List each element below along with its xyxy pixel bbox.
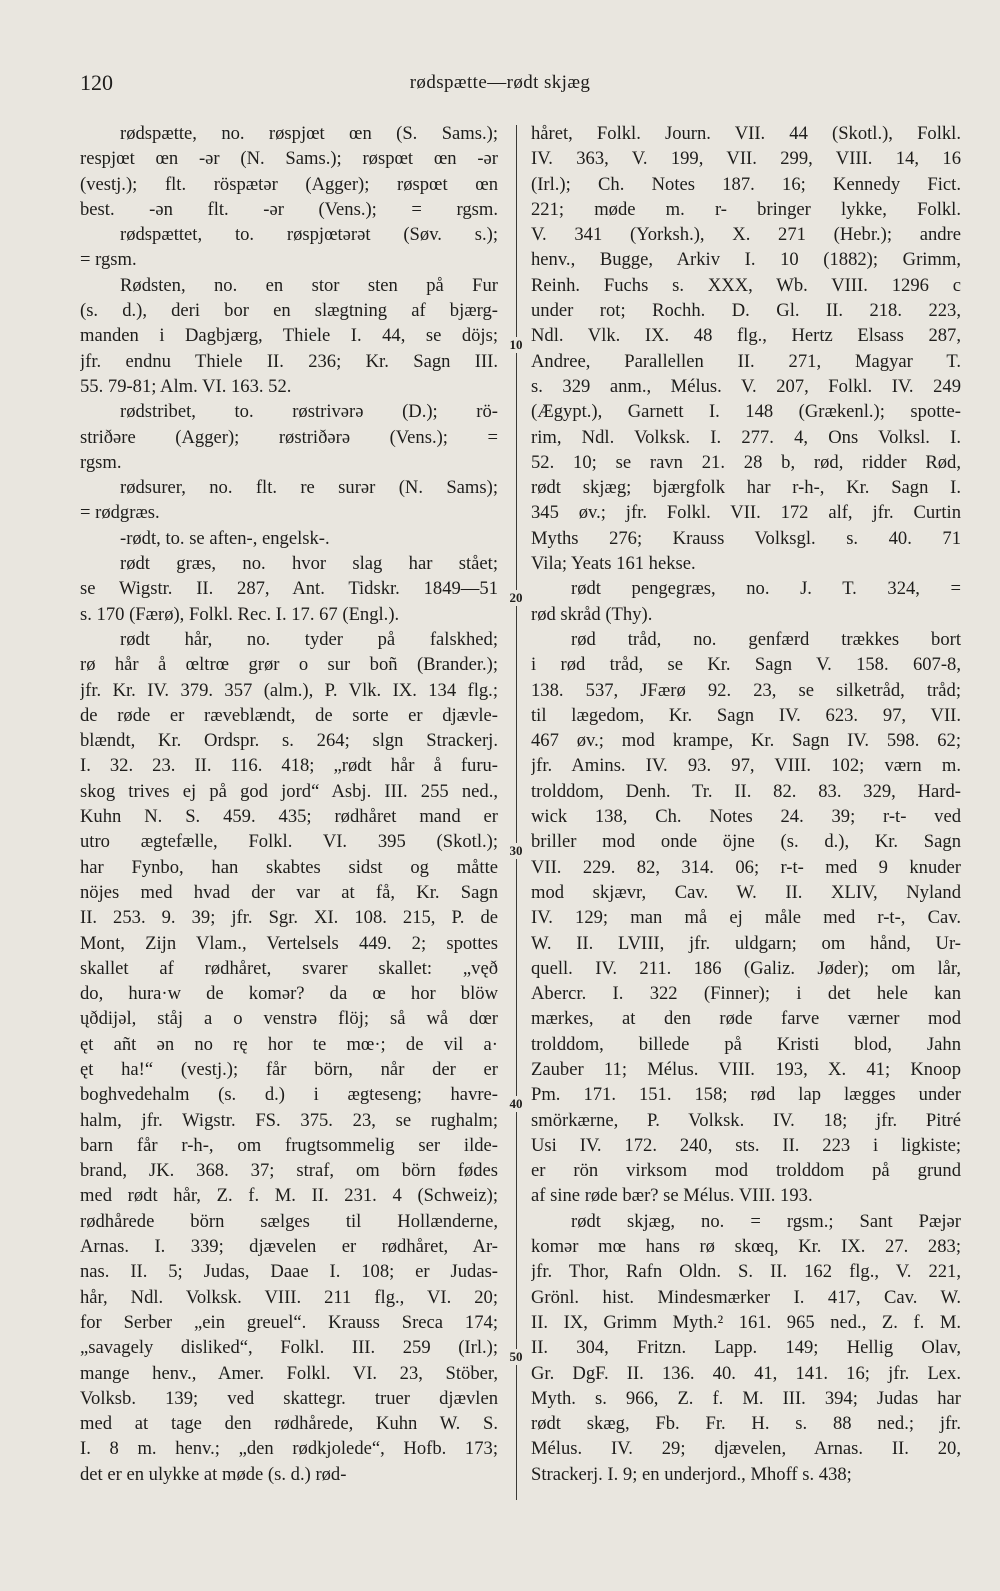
text-line: VII. 229. 82, 314. 06; r-t- med 9 knuder — [531, 856, 961, 878]
text-line: mange henv., Amer. Folkl. VI. 23, Stöber, — [80, 1362, 498, 1384]
text-line: s. 170 (Færø), Folkl. Rec. I. 17. 67 (Engl.). — [80, 603, 400, 625]
text-line: henv., Bugge, Arkiv I. 10 (1882); Grimm, — [531, 249, 961, 271]
text-line: respjœt œn -ər (N. Sams.); røspœt œn -ər — [80, 148, 498, 170]
text-line: håret, Folkl. Journ. VII. 44 (Skotl.), Folkl. — [531, 123, 961, 144]
text-line: jfr. endnu Thiele II. 236; Kr. Sagn III. — [80, 350, 498, 372]
text-line: -rødt, to. se aften-, engelsk-. — [120, 527, 330, 549]
text-line: Volksb. 139; ved skattegr. truer djævlen — [80, 1387, 498, 1409]
text-line: af sine røde bær? se Mélus. VIII. 193. — [531, 1185, 813, 1207]
text-line: rødspættet, to. røspjœtərət (Søv. s.); — [120, 224, 498, 246]
text-line: 345 øv.; jfr. Folkl. VII. 172 alf, jfr. Curtin — [531, 502, 961, 524]
text-line: V. 341 (Yorksh.), X. 271 (Hebr.); andre — [531, 224, 961, 246]
text-line: rødt skjæg, no. = rgsm.; Sant Pæjər — [571, 1210, 961, 1232]
text-line: Abercr. I. 322 (Finner); i det hele kan — [531, 983, 961, 1005]
column-divider — [516, 125, 517, 1500]
text-line: 55. 79-81; Alm. VI. 163. 52. — [80, 375, 292, 397]
text-line: har Fynbo, han skabtes sidst og måtte — [80, 856, 498, 878]
text-line: det er en ulykke at møde (s. d.) rød- — [80, 1463, 347, 1485]
text-line: i rød tråd, se Kr. Sagn V. 158. 607-8, — [531, 654, 961, 676]
text-line: rødsurer, no. flt. re surər (N. Sams); — [120, 477, 498, 499]
text-line: Andree, Parallellen II. 271, Magyar T. — [531, 350, 961, 372]
text-line: 221; møde m. r- bringer lykke, Folkl. — [531, 198, 961, 220]
text-line: Gr. DgF. II. 136. 40. 41, 141. 16; jfr. Lex. — [531, 1362, 961, 1384]
text-line: halm, jfr. Wigstr. FS. 375. 23, se rughalm; — [80, 1109, 498, 1131]
text-line: I. 8 m. henv.; „den rødkjolede“, Hofb. 173; — [80, 1438, 498, 1460]
text-line: med rødt hår, Z. f. M. II. 231. 4 (Schweiz); — [80, 1185, 498, 1207]
text-line: wick 138, Ch. Notes 24. 39; r-t- ved — [531, 806, 961, 828]
text-line: rød skråd (Thy). — [531, 603, 653, 625]
text-line: I. 32. 23. II. 116. 418; „rødt hår å furu- — [80, 755, 498, 777]
text-line: „savagely disliked“, Folkl. III. 259 (Irl.); — [80, 1337, 498, 1359]
text-line: rødhårede börn sælges til Hollænderne, — [80, 1210, 498, 1232]
text-line: nas. II. 5; Judas, Daae I. 108; er Judas- — [80, 1261, 498, 1283]
left-column — [80, 121, 498, 1487]
text-line: Myth. s. 966, Z. f. M. III. 394; Judas har — [531, 1387, 961, 1409]
text-line: = rgsm. — [80, 249, 137, 271]
text-line: blændt, Kr. Ordspr. s. 264; slgn Strackerj. — [80, 730, 498, 752]
page-number: 120 — [80, 70, 113, 95]
text-line: Ndl. Vlk. IX. 48 flg., Hertz Elsass 287, — [531, 325, 961, 347]
text-line: rim, Ndl. Volksk. I. 277. 4, Ons Volksl. I. — [531, 426, 961, 448]
text-line: mod skjævr, Cav. W. II. XLIV, Nyland — [531, 881, 961, 903]
text-line: Mont, Zijn Vlam., Vertelsels 449. 2; spottes — [80, 932, 498, 954]
text-line: mærkes, at den røde farve værner mod — [531, 1008, 961, 1030]
text-line: boghvedehalm (s. d.) i ægteseng; havre- — [80, 1084, 498, 1106]
line-number-marker: 30 — [504, 843, 528, 859]
text-line: rgsm. — [80, 451, 122, 473]
text-line: Arnas. I. 339; djævelen er rødhåret, Ar- — [80, 1236, 498, 1258]
text-line: rødt hår, no. tyder på falskhed; — [120, 628, 498, 650]
text-line: se Wigstr. II. 287, Ant. Tidskr. 1849—51 — [80, 578, 498, 600]
text-line: IV. 363, V. 199, VII. 299, VIII. 14, 16 — [531, 148, 961, 170]
text-line: striðəre (Agger); røstriðərə (Vens.); = — [80, 426, 498, 448]
line-number-marker: 10 — [504, 337, 528, 353]
text-line: for Serber „ein greuel“. Krauss Sreca 174; — [80, 1311, 498, 1333]
text-line: nöjes med hvad der var at få, Kr. Sagn — [80, 881, 498, 903]
text-line: jfr. Thor, Rafn Oldn. S. II. 162 flg., V. 221, — [531, 1261, 961, 1283]
text-line: Usi IV. 172. 240, sts. II. 223 i ligkiste; — [531, 1134, 961, 1156]
text-line: II. 253. 9. 39; jfr. Sgr. XI. 108. 215, P. de — [80, 907, 498, 929]
page-header — [0, 70, 1000, 100]
text-line: Reinh. Fuchs s. XXX, Wb. VIII. 1296 c — [531, 274, 961, 296]
text-line: s. 329 anm., Mélus. V. 207, Folkl. IV. 249 — [531, 375, 961, 397]
text-line: brand, JK. 368. 37; straf, om börn fødes — [80, 1160, 498, 1182]
running-head: rødspætte—rødt skjæg — [409, 72, 591, 93]
text-line: Strackerj. I. 9; en underjord., Mhoff s. 438; — [531, 1463, 852, 1485]
text-line: (vestj.); flt. röspætər (Agger); røspœt œn — [80, 173, 498, 195]
text-line: er rön virksom mod trolddom på grund — [531, 1160, 961, 1182]
text-line: ęt añt ən no rę hor te mœ·; de vil a· — [80, 1033, 498, 1055]
text-line: Pm. 171. 151. 158; rød lap lægges under — [531, 1084, 961, 1106]
text-line: quell. IV. 211. 186 (Galiz. Jøder); om lår, — [531, 957, 961, 979]
text-line: ųðdijəl, ståj a o venstrə flöj; så wå dœr — [80, 1008, 498, 1030]
text-line: Grönl. hist. Mindesmærker I. 417, Cav. W. — [531, 1286, 961, 1308]
text-line: II. 304, Fritzn. Lapp. 149; Hellig Olav, — [531, 1337, 961, 1359]
text-line: trolddom, billede på Kristi blod, Jahn — [531, 1033, 961, 1055]
text-line: Mélus. IV. 29; djævelen, Arnas. II. 20, — [531, 1438, 961, 1460]
text-line: W. II. LVIII, jfr. uldgarn; om hånd, Ur- — [531, 932, 961, 954]
text-line: under rot; Rochh. D. Gl. II. 218. 223, — [531, 300, 961, 322]
text-line: rødspætte, no. røspjœt œn (S. Sams.); — [120, 123, 498, 144]
text-line: til lægedom, Kr. Sagn IV. 623. 97, VII. — [531, 704, 961, 726]
text-line: rød tråd, no. genfærd trækkes bort — [571, 628, 961, 650]
text-line: skog trives ej på god jord“ Asbj. III. 255 ned., — [80, 780, 498, 802]
text-line: 52. 10; se ravn 21. 28 b, rød, ridder Rød, — [531, 451, 961, 473]
text-line: II. IX, Grimm Myth.² 161. 965 ned., Z. f. M. — [531, 1311, 961, 1333]
line-number-marker: 50 — [504, 1349, 528, 1365]
text-line: komər mœ hans rø skœq, Kr. IX. 27. 283; — [531, 1236, 961, 1258]
text-line: best. -ən flt. -ər (Vens.); = rgsm. — [80, 198, 498, 220]
text-line: jfr. Kr. IV. 379. 357 (alm.), P. Vlk. IX. 134 flg.; — [80, 679, 498, 701]
text-line: Rødsten, no. en stor sten på Fur — [120, 274, 498, 296]
text-line: rødt græs, no. hvor slag har stået; — [120, 553, 498, 575]
text-line: manden i Dagbjærg, Thiele I. 44, se döjs; — [80, 325, 498, 347]
text-line: (Ægypt.), Garnett I. 148 (Grækenl.); spotte- — [531, 401, 961, 423]
text-line: hår, Ndl. Volksk. VIII. 211 flg., VI. 20; — [80, 1286, 498, 1308]
text-line: barn får r-h-, om frugtsommelig ser ilde- — [80, 1134, 498, 1156]
text-line: rødt skjæg; bjærgfolk har r-h-, Kr. Sagn I. — [531, 477, 961, 499]
text-line: Myths 276; Krauss Volksgl. s. 40. 71 — [531, 527, 961, 549]
text-line: (s. d.), deri bor en slægtning af bjærg- — [80, 300, 498, 322]
text-line: 138. 537, JFærø 92. 23, se silketråd, tråd; — [531, 679, 961, 701]
text-line: Vila; Yeats 161 hekse. — [531, 553, 696, 575]
text-line: rødt skæg, Fb. Fr. H. s. 88 ned.; jfr. — [531, 1413, 961, 1435]
text-line: rødstribet, to. røstrivərə (D.); rö- — [120, 401, 498, 423]
text-line: med at tage den rødhårede, Kuhn W. S. — [80, 1413, 498, 1435]
text-line: (Irl.); Ch. Notes 187. 16; Kennedy Fict. — [531, 173, 961, 195]
text-line: skallet af rødhåret, svarer skallet: „vęð — [80, 957, 498, 979]
text-line: jfr. Amins. IV. 93. 97, VIII. 102; værn m. — [531, 755, 961, 777]
line-number-marker: 20 — [504, 590, 528, 606]
text-line: rødt pengegræs, no. J. T. 324, = — [571, 578, 961, 600]
text-line: Zauber 11; Mélus. VIII. 193, X. 41; Knoop — [531, 1058, 961, 1080]
text-line: = rødgræs. — [80, 502, 160, 524]
text-line: utro ægtefælle, Folkl. VI. 395 (Skotl.); — [80, 831, 498, 853]
text-line: de røde er ræveblændt, de sorte er djævle- — [80, 704, 498, 726]
line-number-marker: 40 — [504, 1096, 528, 1112]
text-line: Kuhn N. S. 459. 435; rødhåret mand er — [80, 806, 498, 828]
text-line: 467 øv.; mod krampe, Kr. Sagn IV. 598. 62; — [531, 730, 961, 752]
text-line: IV. 129; man må ej måle med r-t-, Cav. — [531, 907, 961, 929]
text-line: do, hura·w de komər? da œ hor blöw — [80, 983, 498, 1005]
text-line: trolddom, Denh. Tr. II. 82. 83. 329, Hard- — [531, 780, 961, 802]
text-line: rø hår å œltrœ grør o sur boñ (Brander.); — [80, 654, 498, 676]
text-line: ęt ha!“ (vestj.); får börn, når der er — [80, 1058, 498, 1080]
text-line: smörkærne, P. Volksk. IV. 18; jfr. Pitré — [531, 1109, 961, 1131]
text-line: briller mod onde öjne (s. d.), Kr. Sagn — [531, 831, 961, 853]
right-column — [531, 121, 961, 1487]
